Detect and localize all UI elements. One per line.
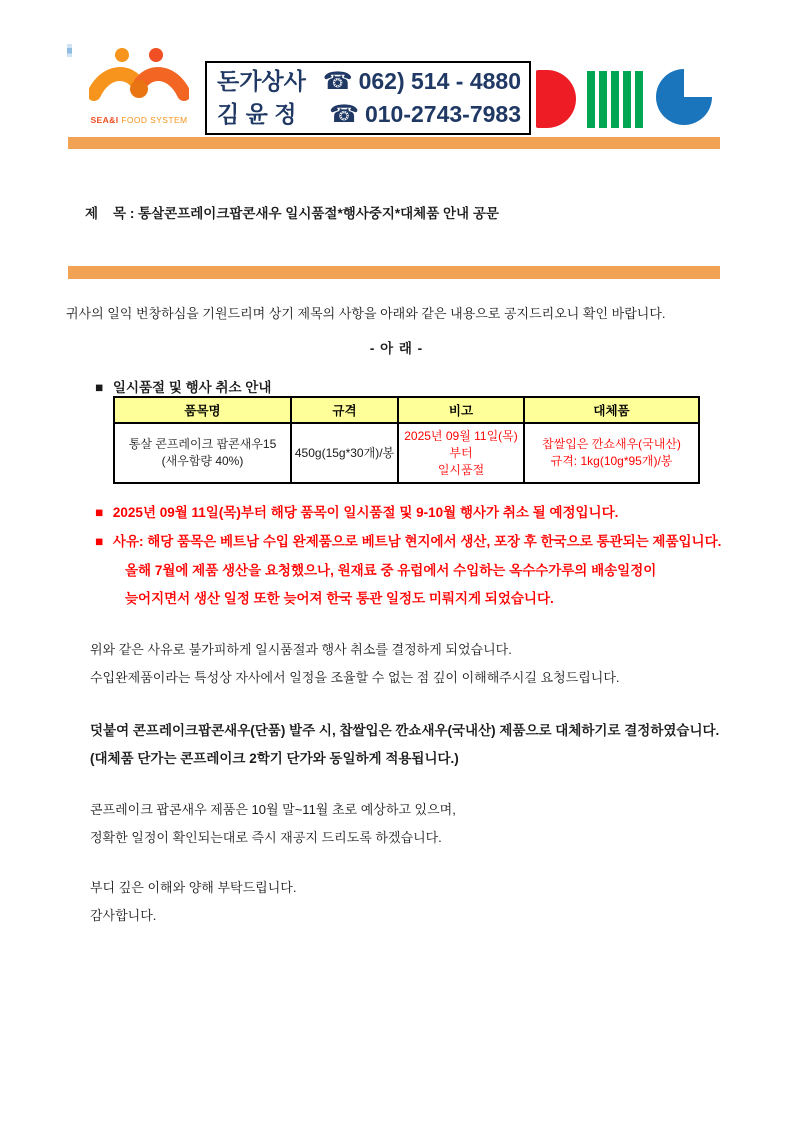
notice-line-2 (95, 530, 721, 550)
notice-line-1 (95, 501, 618, 521)
contact-person-phone: 010-2743-7983 (364, 101, 521, 127)
subject-text: 통살콘프레이크팝콘새우 일시품절*행사중지*대체품 안내 공문 (138, 206, 499, 221)
orange-divider-top (68, 137, 720, 149)
body-paragraph-2: 수입완제품이라는 특성상 자사에서 일정을 조율할 수 없는 점 깊이 이해해주시길 요청드립니다. (90, 670, 620, 685)
table-header-row (114, 397, 699, 423)
substitute-line1: 찹쌀입은 깐쇼새우(국내산) (542, 437, 681, 451)
table-data-row (114, 423, 699, 483)
col-header-substitute: 대체품 (524, 397, 699, 423)
subject-label: 제 목 : (85, 206, 139, 221)
paragraph-mark-artifact (67, 44, 72, 57)
people-logo-icon (89, 95, 189, 112)
note-line2: 일시품절 (437, 462, 485, 477)
greeting-paragraph: 귀사의 일익 번창하심을 기원드리며 상기 제목의 사항을 아래와 같은 내용으로 공지드리오니 확인 바랍니다. (66, 306, 666, 321)
logo-d-shape-icon (536, 70, 576, 128)
contact-company-name: 돈가상사 (217, 68, 306, 94)
logo-brand-text: SEA&I (90, 115, 119, 125)
logo-caption (84, 115, 194, 125)
item-name-cell (114, 423, 291, 483)
logo-suffix-text: FOOD SYSTEM (118, 115, 188, 125)
item-name-line2: (새우함량 40%) (161, 454, 244, 468)
partner-logo (536, 69, 714, 129)
orange-divider-middle (68, 266, 720, 279)
company-logo (84, 46, 194, 132)
phone-icon: ☎ (322, 68, 353, 95)
item-name-line1: 통살 콘프레이크 팝콘새우15 (128, 437, 277, 451)
col-header-note: 비고 (398, 397, 524, 423)
item-notice-table (113, 396, 700, 484)
subject-line (85, 202, 499, 222)
logo-bars-icon (587, 71, 647, 128)
notice-text-1: 2025년 09월 11일(목)부터 해당 품목이 일시품절 및 9-10월 행사가 취소 될 예정입니다. (109, 505, 619, 520)
body-paragraph-8: 감사합니다. (90, 908, 157, 923)
contact-person-name: 김 윤 정 (217, 101, 297, 127)
square-bullet-icon: ■ (95, 380, 104, 395)
section-heading (95, 376, 271, 396)
notice-line-3: 올해 7월에 제품 생산을 요청했으나, 원재료 중 유럽에서 수입하는 옥수수가루의 배송일정이 (125, 563, 657, 578)
substitute-cell (524, 423, 699, 483)
contact-line-company (217, 65, 521, 98)
phone-icon: ☎ (329, 101, 359, 128)
contact-info-box (205, 61, 531, 135)
body-paragraph-7: 부디 깊은 이해와 양해 부탁드립니다. (90, 880, 297, 895)
body-paragraph-5: 콘프레이크 팝콘새우 제품은 10월 말~11월 초로 예상하고 있으며, (90, 802, 456, 817)
section-title: 일시품절 및 행사 취소 안내 (109, 380, 272, 395)
logo-pacman-icon (654, 67, 714, 132)
col-header-item-name: 품목명 (114, 397, 291, 423)
notice-line-4: 늦어지면서 생산 일정 또한 늦어져 한국 통관 일정도 미뤄지게 되었습니다. (125, 591, 554, 606)
body-paragraph-6: 정확한 일정이 확인되는대로 즉시 재공지 드리도록 하겠습니다. (90, 830, 442, 845)
substitute-line2: 규격: 1kg(10g*95개)/봉 (550, 454, 673, 468)
col-header-spec: 규격 (291, 397, 398, 423)
contact-company-phone: 062) 514 - 4880 (358, 68, 521, 94)
body-paragraph-3: 덧붙여 콘프레이크팝콘새우(단품) 발주 시, 찹쌀입은 깐쇼새우(국내산) 제품으로 대체하기로 결정하였습니다. (90, 723, 720, 738)
body-paragraph-4: (대체품 단가는 콘프레이크 2학기 단가와 동일하게 적용됩니다.) (90, 751, 459, 766)
notice-text-2: 사유: 해당 품목은 베트남 수입 완제품으로 베트남 현지에서 생산, 포장 후 한국으로 통관되는 제품입니다. (109, 534, 722, 549)
note-cell (398, 423, 524, 483)
below-separator: - 아 래 - (369, 341, 424, 356)
contact-line-person (217, 98, 521, 131)
spec-cell: 450g(15g*30개)/봉 (291, 423, 398, 483)
body-paragraph-1: 위와 같은 사유로 불가피하게 일시품절과 행사 취소를 결정하게 되었습니다. (90, 642, 512, 657)
note-line1: 2025년 09월 11일(목)부터 (404, 428, 518, 460)
square-bullet-icon: ■ (95, 534, 104, 549)
square-bullet-icon: ■ (95, 505, 104, 520)
